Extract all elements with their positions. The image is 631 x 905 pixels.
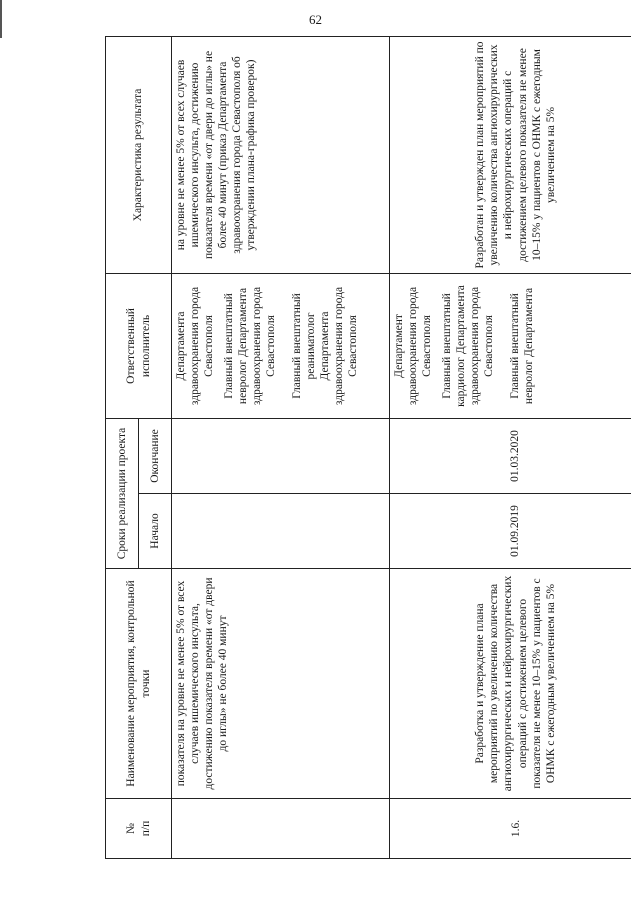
executor-item: Департамента здравоохранения города Севастополя <box>175 286 216 406</box>
executor-item: Главный внештатный реаниматолог Департамента здравоохранения города Севастополя <box>291 286 360 406</box>
executor-item: Главный внештатный невролог Департамента здравоохранения города Севастополя <box>223 286 278 406</box>
row-end <box>172 418 390 493</box>
row-num-text: 1.6. <box>510 819 523 838</box>
executor-item: Главный внештатный кардиолог Департамента здравоохранения города Севастополя <box>441 285 496 407</box>
rotated-table-wrapper <box>105 37 631 859</box>
row-executors <box>172 273 390 418</box>
header-terms: Сроки реализации проекта <box>106 418 139 568</box>
header-num: № п/п <box>106 799 172 859</box>
row-event: показателя на уровне не менее 5% от всех случаев ишемического инсульта, достижению показателя времени «от двери до иглы» не более 40 минут <box>172 569 390 799</box>
row-num <box>172 799 390 859</box>
header-row-1 <box>106 36 139 858</box>
table-row <box>390 36 631 858</box>
row-start <box>172 494 390 569</box>
row-num <box>390 799 631 859</box>
header-end: Окончание <box>139 418 172 493</box>
header-event: Наименование мероприятия, контрольной точки <box>106 569 172 799</box>
project-schedule-table <box>105 36 631 859</box>
executor-item: Департамент здравоохранения города Севастополя <box>393 286 434 406</box>
row-start: 01.09.2019 <box>390 494 631 569</box>
row-executors <box>390 273 631 418</box>
header-result: Характеристика результата <box>106 36 172 273</box>
header-start: Начало <box>139 494 172 569</box>
row-result: Разработан и утвержден план мероприятий по увеличению количества ангиохирургических и нейрохирургических операций с достижением целевого показателя не менее 10–15% у пациентов с ОНМК с ежегодным увеличением на 5% <box>390 36 631 273</box>
executor-item: Главный внештатный невролог Департамента <box>509 287 536 405</box>
row-result: на уровне не менее 5% от всех случаев ишемического инсульта, достижению показателя времени «от двери до иглы» не более 40 минут (приказ Департамента здравоохранения города Севастополя об утверждении плана-графика проверок) <box>172 36 390 273</box>
page-number: 62 <box>309 12 322 27</box>
row-event: Разработка и утверждение плана мероприятий по увеличению количества ангиохирургических и нейрохирургических операций с достижением целевого показателя не менее 10–15% у пациентов с ОНМК с ежегодным увеличением на 5% <box>390 569 631 799</box>
table-row <box>172 36 390 858</box>
row-end: 01.03.2020 <box>390 418 631 493</box>
header-executor: Ответственный исполнитель <box>106 273 172 418</box>
